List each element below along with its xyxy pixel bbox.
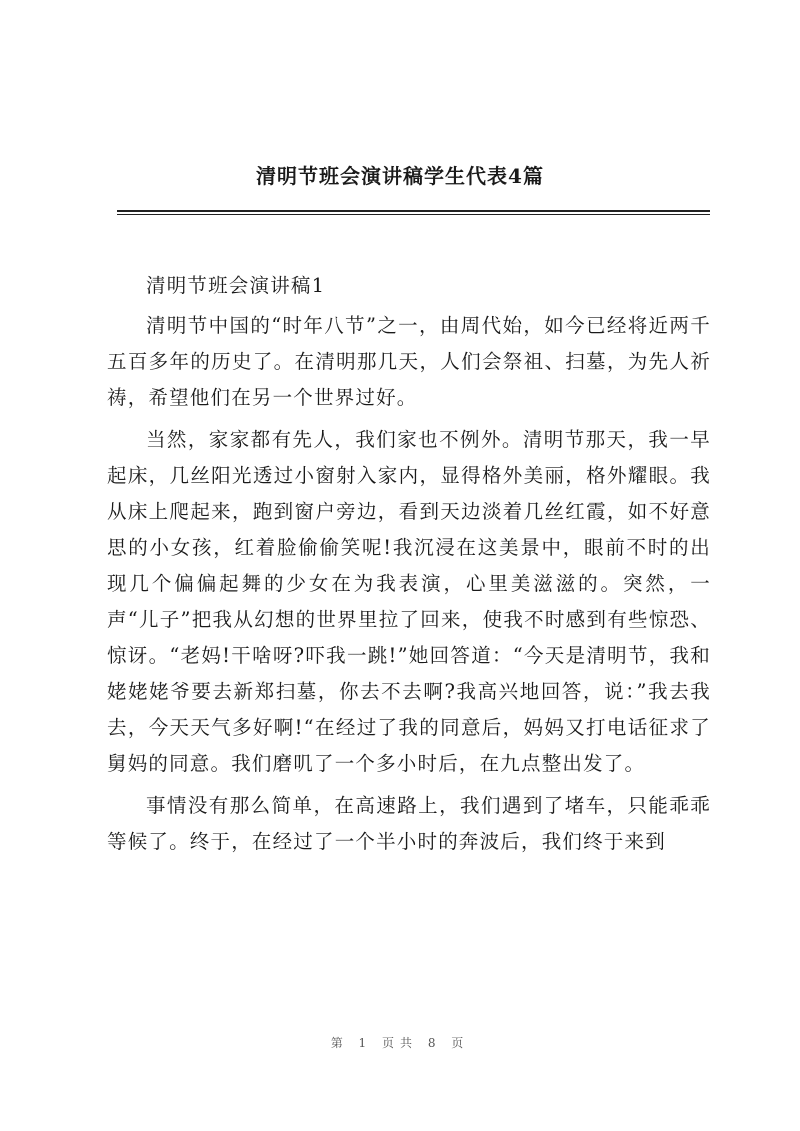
document-title: 清明节班会演讲稿学生代表4篇 (256, 164, 544, 188)
paragraph: 当然，家家都有先人，我们家也不例外。清明节那天，我一早起床，几丝阳光透过小窗射入家内，显得格外美丽，格外耀眼。我从床上爬起来，跑到窗户旁边，看到天边淡着几丝红霞，如不好意思的小女孩，红着脸偷偷笑呢!我沉浸在这美景中，眼前不时的出现几个偏偏起舞的少女在为我表演，心里美滋滋的。突然，一声“儿子”把我从幻想的世界里拉了回来，使我不时感到有些惊恐、惊讶。“老妈!干啥呀?吓我一跳!”她回答道：“今天是清明节，我和姥姥姥爷要去新郑扫墓，你去不去啊?我高兴地回答，说：”我去我去，今天天气多好啊!“在经过了我的同意后，妈妈又打电话征求了舅妈的同意。我们磨叽了一个多小时后，在九点整出发了。 (107, 428, 711, 775)
page-footer: 第 1 页共 8 页 (330, 1036, 470, 1050)
title-divider-thin (117, 214, 710, 215)
title-divider (117, 210, 710, 212)
document-body (107, 268, 711, 866)
section-heading: 清明节班会演讲稿1 (146, 274, 326, 297)
paragraph: 清明节中国的“时年八节”之一，由周代始，如今已经将近两千五百多年的历史了。在清明那几天，人们会祭祖、扫墓，为先人祈祷，希望他们在另一个世界过好。 (107, 314, 711, 409)
paragraph: 事情没有那么简单，在高速路上，我们遇到了堵车，只能乖乖等候了。终于，在经过了一个半小时的奔波后，我们终于来到 (107, 794, 711, 853)
